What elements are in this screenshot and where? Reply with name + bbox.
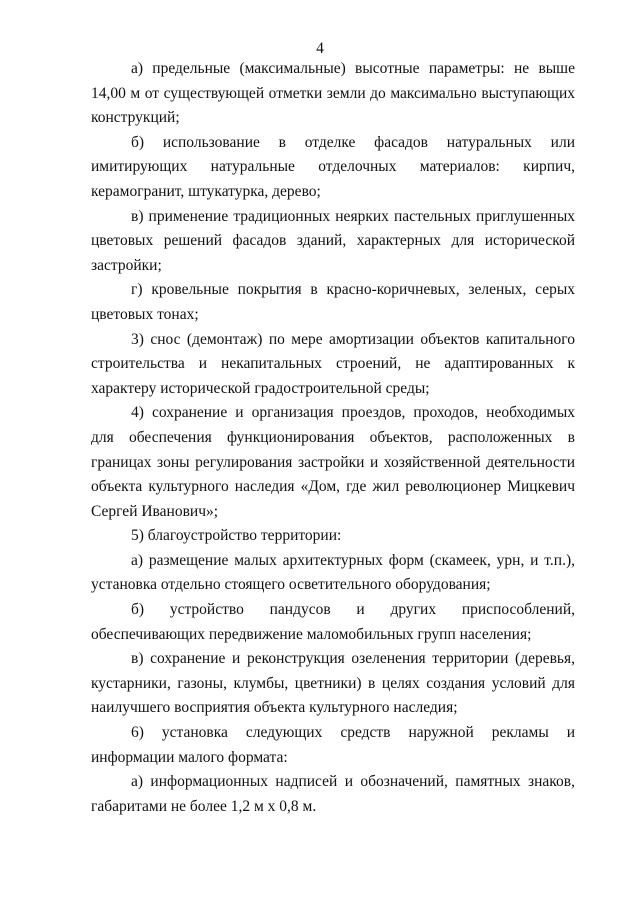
paragraph-height-limit: а) предельные (максимальные) высотные параметры: не выше 14,00 м от существующей отметки земли до максимально выступающих конструкций;: [91, 60, 575, 127]
page-number: 4: [316, 40, 324, 57]
paragraph-roofing: г) кровельные покрытия в красно-коричневых, зеленых, серых цветовых тонах;: [91, 281, 575, 323]
paragraph-signs-size: а) информационных надписей и обозначений, памятных знаков, габаритами не более 1,2 м х 0,8 м.: [91, 773, 575, 815]
paragraph-facade-materials: б) использование в отделке фасадов натуральных или имитирующих натуральные отделочных материалов: кирпич, керамогранит, штукатурка, дерево;: [91, 133, 575, 200]
paragraph-demolition: 3) снос (демонтаж) по мере амортизации объектов капитального строительства и некапитальных строений, не адаптированных к характеру исторической градостроительной среды;: [91, 330, 575, 397]
paragraph-ramps: б) устройство пандусов и других приспособлений, обеспечивающих передвижение маломобильных групп населения;: [91, 601, 575, 643]
paragraph-small-forms: а) размещение малых архитектурных форм (скамеек, урн, и т.п.), установка отдельно стоящего осветительного оборудования;: [91, 551, 575, 594]
document-body: [91, 57, 575, 819]
paragraph-greenery: в) сохранение и реконструкция озеленения территории (деревья, кустарники, газоны, клумбы, цветники) в целях создания условий для наилучшего восприятия объекта культурного наследия;: [91, 650, 575, 717]
paragraph-facade-colors: в) применение традиционных неярких пастельных приглушенных цветовых решений фасадов зданий, характерных для исторической застройки;: [91, 207, 575, 274]
paragraph-passages: 4) сохранение и организация проездов, проходов, необходимых для обеспечения функционирования объектов, расположенных в границах зоны регулирования застройки и хозяйственной деятельности объекта культурного наследия «Дом, где жил революционер Мицкевич Сергей Иванович»;: [91, 404, 575, 520]
paragraph-landscaping-heading: 5) благоустройство территории:: [131, 527, 342, 545]
paragraph-advertising: 6) установка следующих средств наружной рекламы и информации малого формата:: [91, 724, 575, 766]
